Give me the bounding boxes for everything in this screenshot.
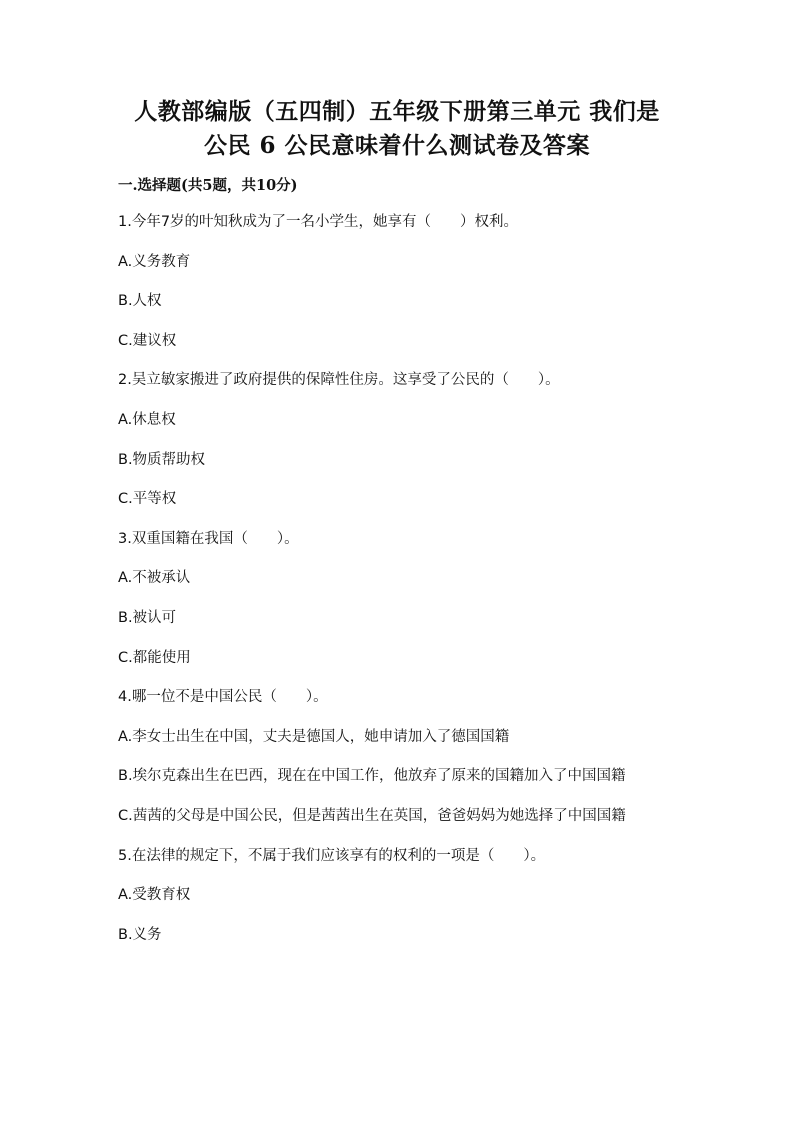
title-line-2: 公民 6 公民意味着什么测试卷及答案: [203, 132, 591, 159]
option-b: B.埃尔克森出生在巴西，现在在中国工作，他放弃了原来的国籍加入了中国国籍: [118, 768, 626, 785]
question-stem: 5.在法律的规定下，不属于我们应该享有的权利的一项是（ ）。: [118, 847, 546, 864]
document-title: [118, 0, 676, 163]
option-a: A.休息权: [118, 411, 176, 428]
question-stem: 2.吴立敏家搬进了政府提供的保障性住房。这享受了公民的（ ）。: [118, 372, 560, 389]
option-c: C.建议权: [118, 332, 177, 349]
question-list: [118, 212, 676, 945]
section-heading: 一.选择题(共5题，共10分): [118, 177, 298, 194]
option-a: A.不被承认: [118, 570, 191, 587]
option-b: B.被认可: [118, 609, 177, 626]
option-c: C.平等权: [118, 491, 177, 508]
option-a: A.受教育权: [118, 887, 191, 904]
question-5: [118, 846, 676, 945]
option-c: C.都能使用: [118, 649, 191, 666]
question-2: [118, 370, 676, 509]
title-line-1: 人教部编版（五四制）五年级下册第三单元 我们是: [134, 98, 660, 125]
option-b: B.物质帮助权: [118, 451, 206, 468]
option-b: B.义务: [118, 926, 162, 943]
question-stem: 1.今年7岁的叶知秋成为了一名小学生，她享有（ ）权利。: [118, 214, 519, 230]
option-a: A.义务教育: [118, 253, 191, 270]
option-b: B.人权: [118, 293, 162, 310]
option-c: C.茜茜的父母是中国公民，但是茜茜出生在英国，爸爸妈妈为她选择了中国国籍: [118, 807, 626, 824]
option-a: A.李女士出生在中国，丈夫是德国人，她申请加入了德国国籍: [118, 728, 510, 745]
question-stem: 3.双重国籍在我国（ ）。: [118, 530, 299, 547]
question-3: [118, 529, 676, 668]
question-stem: 4.哪一位不是中国公民（ ）。: [118, 689, 328, 706]
question-4: [118, 687, 676, 826]
question-1: [118, 212, 676, 351]
